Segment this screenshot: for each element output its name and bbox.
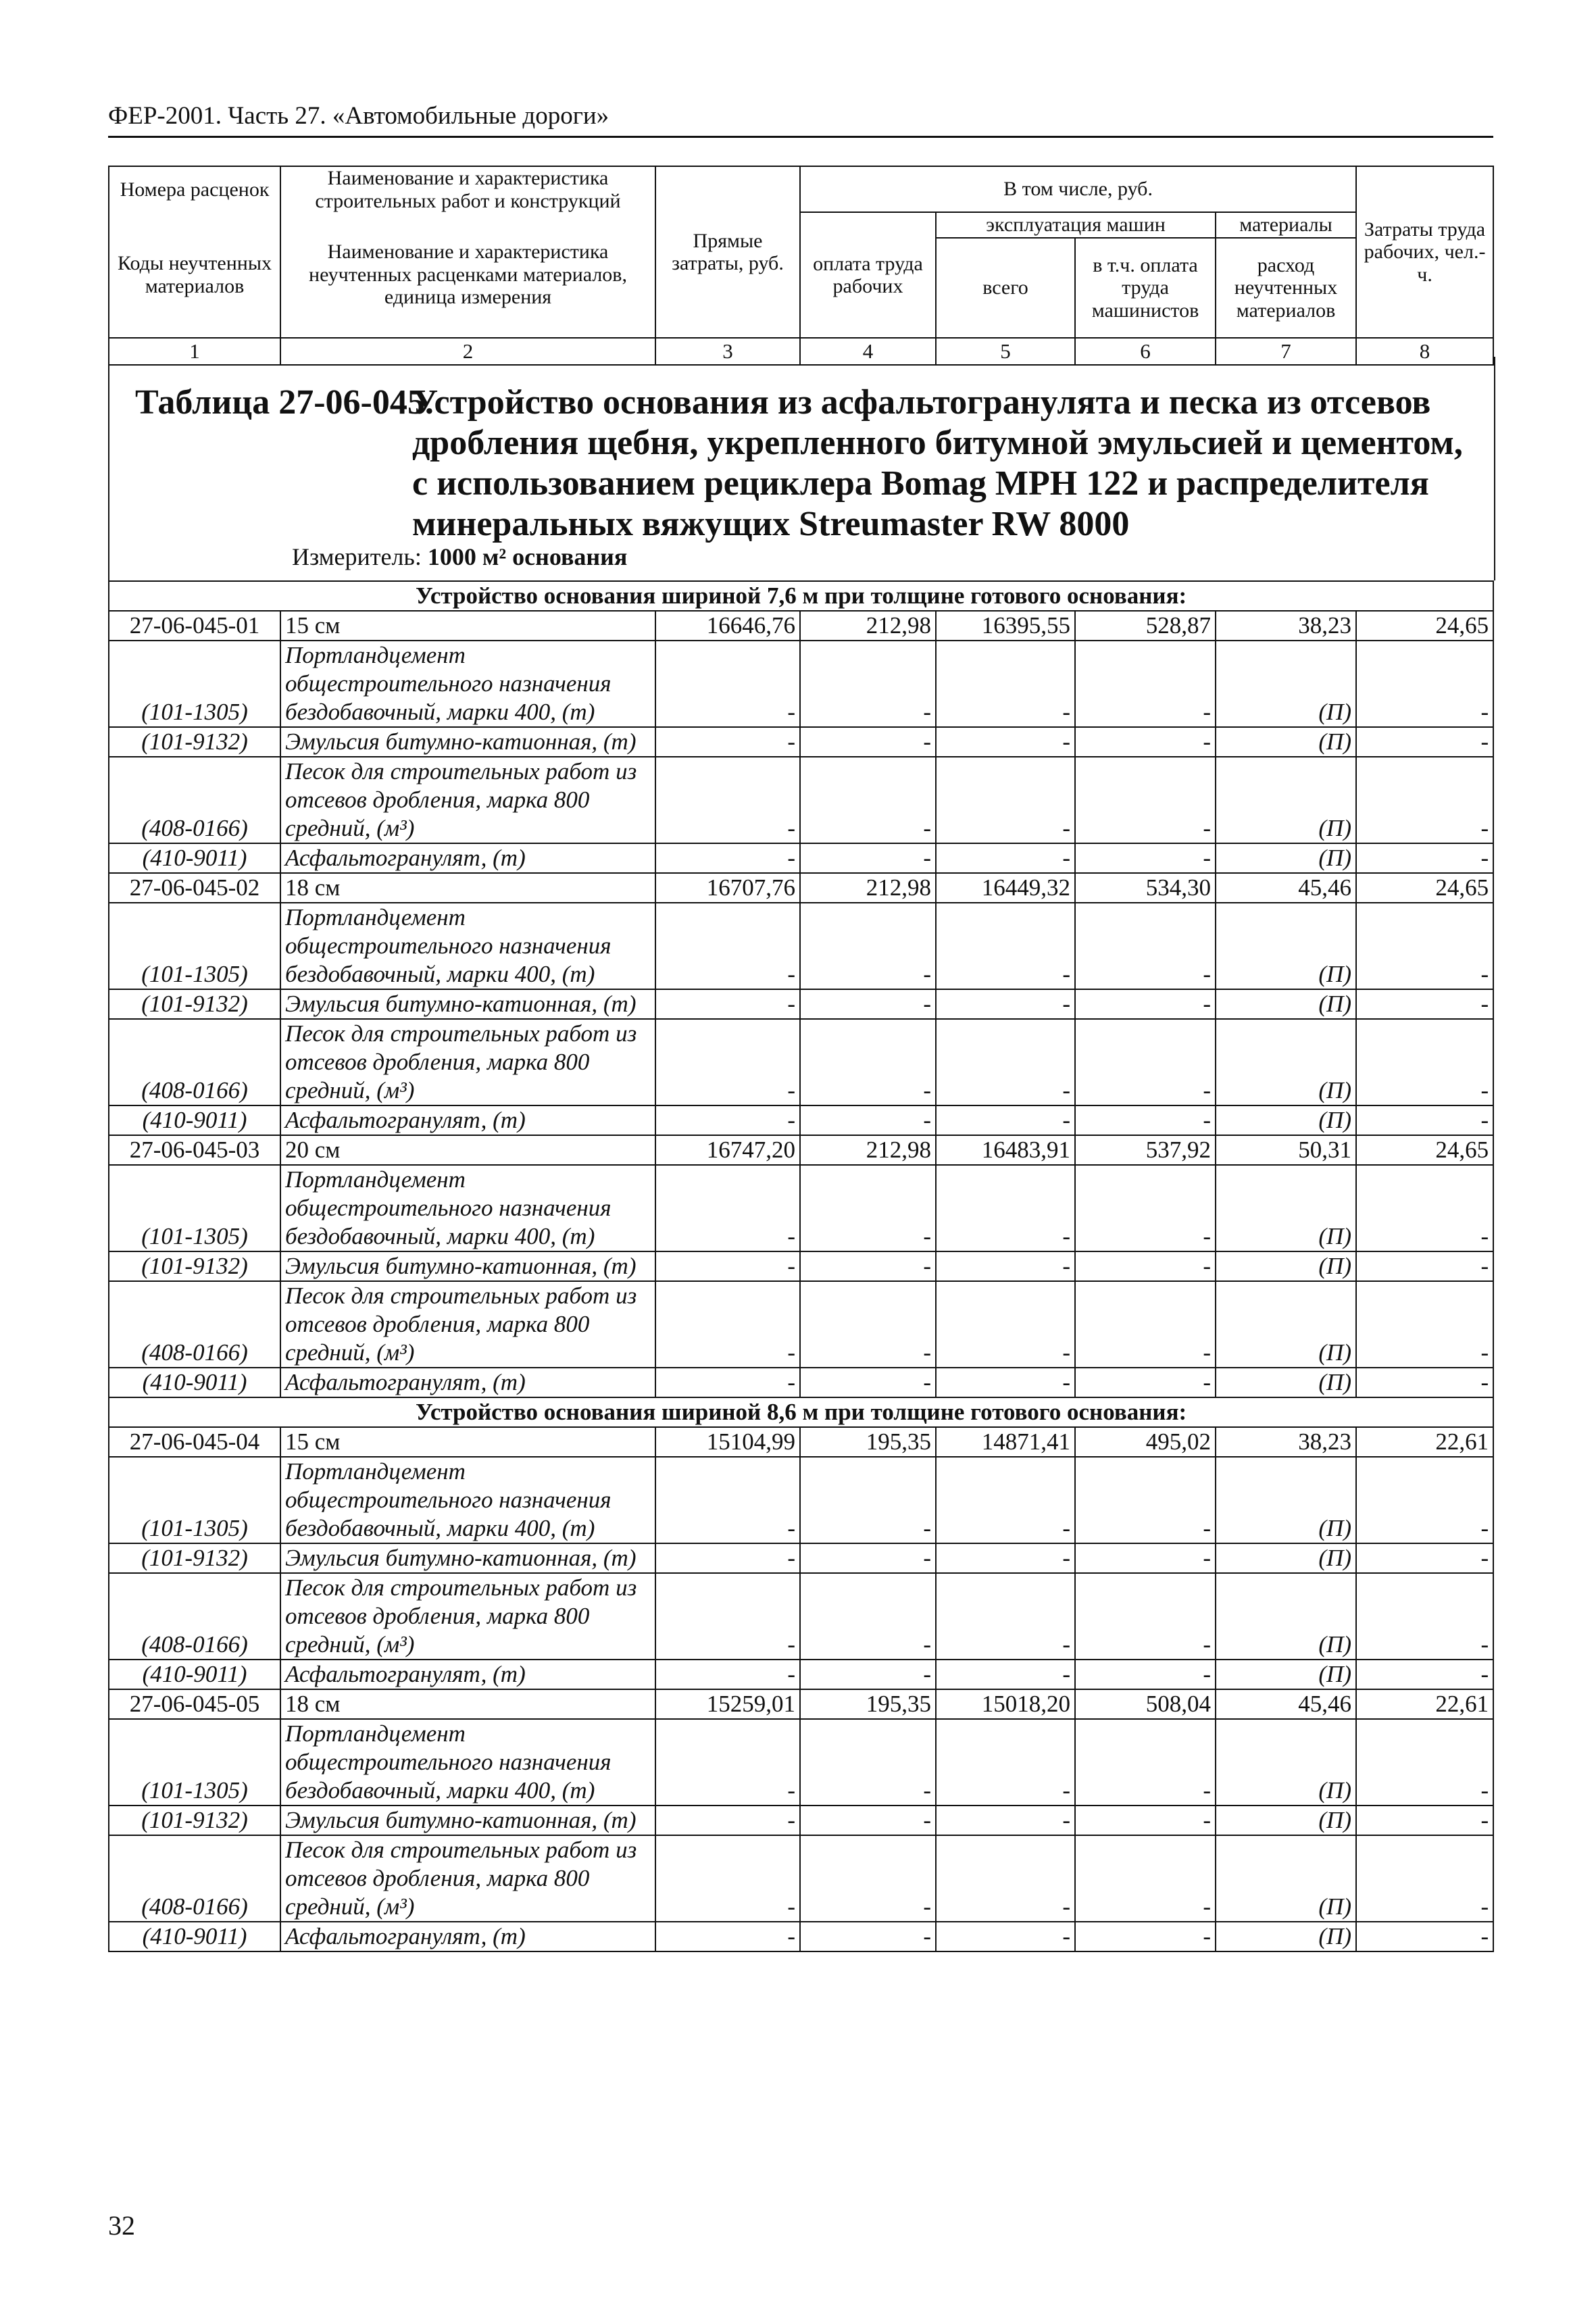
operators-pay: 528,87 (1075, 611, 1216, 641)
material-labor-hours: - (1356, 1660, 1493, 1689)
material-consumption: (П) (1216, 1105, 1356, 1135)
material-labor-pay: - (800, 727, 936, 757)
material-name: Песок для строительных работ из отсевов дробления, марка 800 средний, (м³) (280, 1281, 655, 1368)
material-machines-total: - (936, 1165, 1075, 1251)
material-code: (408-0166) (109, 1573, 280, 1660)
material-operators-pay: - (1075, 903, 1216, 989)
material-labor-pay: - (800, 1835, 936, 1922)
section-row (109, 581, 1493, 611)
material-labor-hours: - (1356, 1543, 1493, 1573)
material-labor-hours: - (1356, 903, 1493, 989)
material-operators-pay: - (1075, 1922, 1216, 1951)
material-code: (410-9011) (109, 843, 280, 873)
material-machines-total: - (936, 1573, 1075, 1660)
material-machines-total: - (936, 1835, 1075, 1922)
material-name: Портландцемент общестроительного назначения бездобавочный, марки 400, (т) (280, 903, 655, 989)
section-title: Устройство основания шириной 7,6 м при толщине готового основания: (109, 581, 1493, 611)
material-machines-total: - (936, 727, 1075, 757)
material-labor-pay: - (800, 757, 936, 843)
material-operators-pay: - (1075, 1281, 1216, 1368)
material-name: Песок для строительных работ из отсевов дробления, марка 800 средний, (м³) (280, 1019, 655, 1105)
materials-cost: 38,23 (1216, 1427, 1356, 1457)
material-labor-hours: - (1356, 1922, 1493, 1951)
rate-code: 27-06-045-05 (109, 1689, 280, 1719)
material-machines-total: - (936, 1251, 1075, 1281)
material-row (109, 989, 1493, 1019)
material-machines-total: - (936, 1457, 1075, 1543)
operators-pay: 537,92 (1075, 1135, 1216, 1165)
material-machines-total: - (936, 757, 1075, 843)
material-labor-pay: - (800, 1573, 936, 1660)
material-code: (408-0166) (109, 1835, 280, 1922)
material-row (109, 1922, 1493, 1951)
material-labor-hours: - (1356, 1368, 1493, 1397)
header-col1-bottom: Коды неучтенных материалов (109, 212, 280, 338)
material-row (109, 1368, 1493, 1397)
material-row (109, 1835, 1493, 1922)
rate-name: 18 см (280, 1689, 655, 1719)
material-machines-total: - (936, 1806, 1075, 1835)
material-labor-pay: - (800, 843, 936, 873)
rate-name: 18 см (280, 873, 655, 903)
header-col2-bottom: Наименование и характеристика неучтенных расценками материалов, единица измерения (280, 212, 655, 338)
material-machines-total: - (936, 989, 1075, 1019)
material-direct-costs: - (655, 1806, 800, 1835)
material-operators-pay: - (1075, 1573, 1216, 1660)
material-consumption: (П) (1216, 1457, 1356, 1543)
material-machines-total: - (936, 1019, 1075, 1105)
material-labor-pay: - (800, 1922, 936, 1951)
running-header: ФЕР-2001. Часть 27. «Автомобильные дороги» (108, 101, 1493, 138)
material-consumption: (П) (1216, 1281, 1356, 1368)
material-labor-hours: - (1356, 989, 1493, 1019)
labor-pay: 212,98 (800, 1135, 936, 1165)
material-consumption: (П) (1216, 1806, 1356, 1835)
material-direct-costs: - (655, 1251, 800, 1281)
material-row (109, 1019, 1493, 1105)
material-consumption: (П) (1216, 1019, 1356, 1105)
material-labor-hours: - (1356, 1281, 1493, 1368)
material-labor-hours: - (1356, 727, 1493, 757)
machines-total: 14871,41 (936, 1427, 1075, 1457)
material-name: Асфальтогранулят, (т) (280, 1660, 655, 1689)
material-direct-costs: - (655, 1368, 800, 1397)
material-labor-hours: - (1356, 1165, 1493, 1251)
material-labor-hours: - (1356, 1806, 1493, 1835)
material-row (109, 641, 1493, 727)
material-labor-pay: - (800, 1165, 936, 1251)
material-consumption: (П) (1216, 1922, 1356, 1951)
labor-pay: 195,35 (800, 1427, 936, 1457)
material-labor-pay: - (800, 1019, 936, 1105)
material-consumption: (П) (1216, 903, 1356, 989)
material-direct-costs: - (655, 1105, 800, 1135)
labor-hours: 24,65 (1356, 611, 1493, 641)
material-labor-pay: - (800, 903, 936, 989)
material-consumption: (П) (1216, 1165, 1356, 1251)
labor-pay: 195,35 (800, 1689, 936, 1719)
material-direct-costs: - (655, 1660, 800, 1689)
material-machines-total: - (936, 1660, 1075, 1689)
material-consumption: (П) (1216, 1251, 1356, 1281)
material-consumption: (П) (1216, 757, 1356, 843)
labor-hours: 22,61 (1356, 1689, 1493, 1719)
header-labor-hours: Затраты труда рабочих, чел.-ч. (1356, 166, 1493, 338)
labor-pay: 212,98 (800, 611, 936, 641)
material-labor-hours: - (1356, 1251, 1493, 1281)
material-name: Портландцемент общестроительного назначения бездобавочный, марки 400, (т) (280, 641, 655, 727)
meter-value: 1000 м² основания (427, 543, 628, 570)
material-row (109, 1806, 1493, 1835)
material-code: (101-1305) (109, 1719, 280, 1806)
material-code: (101-1305) (109, 1165, 280, 1251)
material-consumption: (П) (1216, 1719, 1356, 1806)
material-operators-pay: - (1075, 1368, 1216, 1397)
material-name: Эмульсия битумно-катионная, (т) (280, 727, 655, 757)
table-number: Таблица 27-06-045. (135, 383, 434, 422)
material-direct-costs: - (655, 757, 800, 843)
material-labor-pay: - (800, 1457, 936, 1543)
material-machines-total: - (936, 843, 1075, 873)
material-consumption: (П) (1216, 1368, 1356, 1397)
material-labor-pay: - (800, 1105, 936, 1135)
header-labor-pay: оплата труда рабочих (800, 212, 936, 338)
material-consumption: (П) (1216, 1543, 1356, 1573)
material-operators-pay: - (1075, 1719, 1216, 1806)
material-row (109, 1165, 1493, 1251)
material-name: Портландцемент общестроительного назначения бездобавочный, марки 400, (т) (280, 1457, 655, 1543)
material-consumption: (П) (1216, 1660, 1356, 1689)
material-labor-hours: - (1356, 1719, 1493, 1806)
material-operators-pay: - (1075, 641, 1216, 727)
material-name: Асфальтогранулят, (т) (280, 1922, 655, 1951)
material-labor-pay: - (800, 641, 936, 727)
material-row (109, 1105, 1493, 1135)
material-labor-pay: - (800, 989, 936, 1019)
material-labor-pay: - (800, 1719, 936, 1806)
material-direct-costs: - (655, 903, 800, 989)
material-name: Эмульсия битумно-катионная, (т) (280, 1251, 655, 1281)
material-direct-costs: - (655, 1019, 800, 1105)
material-direct-costs: - (655, 843, 800, 873)
rates-table (108, 580, 1494, 1952)
rate-name: 20 см (280, 1135, 655, 1165)
material-machines-total: - (936, 1922, 1075, 1951)
material-row (109, 1543, 1493, 1573)
material-labor-pay: - (800, 1806, 936, 1835)
material-row (109, 1457, 1493, 1543)
section-row (109, 1397, 1493, 1427)
material-code: (101-9132) (109, 727, 280, 757)
direct-costs: 15104,99 (655, 1427, 800, 1457)
rate-code: 27-06-045-01 (109, 611, 280, 641)
labor-hours: 24,65 (1356, 873, 1493, 903)
machines-total: 15018,20 (936, 1689, 1075, 1719)
material-labor-hours: - (1356, 641, 1493, 727)
rate-name: 15 см (280, 611, 655, 641)
section-title: Устройство основания шириной 8,6 м при толщине готового основания: (109, 1397, 1493, 1427)
material-consumption: (П) (1216, 1835, 1356, 1922)
material-machines-total: - (936, 1719, 1075, 1806)
material-machines-total: - (936, 1105, 1075, 1135)
materials-cost: 45,46 (1216, 1689, 1356, 1719)
material-machines-total: - (936, 1281, 1075, 1368)
labor-hours: 24,65 (1356, 1135, 1493, 1165)
material-direct-costs: - (655, 1165, 800, 1251)
header-materials-consumption: расход неучтенных материалов (1216, 238, 1356, 338)
material-labor-pay: - (800, 1660, 936, 1689)
material-direct-costs: - (655, 1922, 800, 1951)
header-col2-top: Наименование и характеристика строительных работ и конструкций (280, 166, 655, 212)
page-number: 32 (108, 2210, 135, 2241)
materials-cost: 45,46 (1216, 873, 1356, 903)
material-direct-costs: - (655, 1457, 800, 1543)
material-code: (408-0166) (109, 1019, 280, 1105)
material-operators-pay: - (1075, 757, 1216, 843)
material-code: (101-1305) (109, 641, 280, 727)
direct-costs: 16707,76 (655, 873, 800, 903)
header-machines-total: всего (936, 238, 1075, 338)
rate-row (109, 1427, 1493, 1457)
material-consumption: (П) (1216, 989, 1356, 1019)
material-code: (101-1305) (109, 1457, 280, 1543)
material-consumption: (П) (1216, 843, 1356, 873)
material-consumption: (П) (1216, 727, 1356, 757)
material-name: Асфальтогранулят, (т) (280, 1368, 655, 1397)
labor-pay: 212,98 (800, 873, 936, 903)
material-code: (410-9011) (109, 1368, 280, 1397)
material-direct-costs: - (655, 727, 800, 757)
material-operators-pay: - (1075, 1165, 1216, 1251)
header-col1-top: Номера расценок (109, 166, 280, 212)
material-machines-total: - (936, 1543, 1075, 1573)
material-machines-total: - (936, 903, 1075, 989)
material-operators-pay: - (1075, 1457, 1216, 1543)
material-direct-costs: - (655, 1719, 800, 1806)
rate-code: 27-06-045-04 (109, 1427, 280, 1457)
meter-line (292, 543, 627, 571)
material-name: Асфальтогранулят, (т) (280, 1105, 655, 1135)
material-code: (101-9132) (109, 1251, 280, 1281)
material-labor-pay: - (800, 1281, 936, 1368)
material-consumption: (П) (1216, 1573, 1356, 1660)
material-code: (101-9132) (109, 1543, 280, 1573)
material-code: (410-9011) (109, 1105, 280, 1135)
material-direct-costs: - (655, 1835, 800, 1922)
header-materials: материалы (1216, 212, 1356, 238)
material-name: Эмульсия битумно-катионная, (т) (280, 1543, 655, 1573)
material-machines-total: - (936, 1368, 1075, 1397)
material-operators-pay: - (1075, 1806, 1216, 1835)
material-operators-pay: - (1075, 1660, 1216, 1689)
material-row (109, 727, 1493, 757)
material-row (109, 757, 1493, 843)
material-name: Портландцемент общестроительного назначения бездобавочный, марки 400, (т) (280, 1165, 655, 1251)
table-title: Устройство основания из асфальтогранулята и песка из отсевов дробления щебня, укрепленного битумной эмульсией и цементом, с использованием рециклера Bomag MPH 122 и распределителя минеральных вяжущих Streumaster RW 8000 (412, 383, 1463, 543)
material-code: (408-0166) (109, 1281, 280, 1368)
material-labor-hours: - (1356, 843, 1493, 873)
header-machines: эксплуатация машин (936, 212, 1216, 238)
material-name: Портландцемент общестроительного назначения бездобавочный, марки 400, (т) (280, 1719, 655, 1806)
material-operators-pay: - (1075, 989, 1216, 1019)
header-direct-costs: Прямые затраты, руб. (655, 166, 800, 338)
machines-total: 16449,32 (936, 873, 1075, 903)
materials-cost: 50,31 (1216, 1135, 1356, 1165)
material-code: (101-9132) (109, 1806, 280, 1835)
material-operators-pay: - (1075, 843, 1216, 873)
rate-code: 27-06-045-03 (109, 1135, 280, 1165)
material-operators-pay: - (1075, 1543, 1216, 1573)
table-header (108, 166, 1494, 366)
direct-costs: 16747,20 (655, 1135, 800, 1165)
material-name: Эмульсия битумно-катионная, (т) (280, 989, 655, 1019)
material-name: Эмульсия битумно-катионная, (т) (280, 1806, 655, 1835)
operators-pay: 495,02 (1075, 1427, 1216, 1457)
material-name: Песок для строительных работ из отсевов дробления, марка 800 средний, (м³) (280, 1835, 655, 1922)
material-row (109, 843, 1493, 873)
meter-label: Измеритель: (292, 543, 422, 570)
rate-row (109, 1689, 1493, 1719)
material-direct-costs: - (655, 989, 800, 1019)
material-operators-pay: - (1075, 1835, 1216, 1922)
material-row (109, 1281, 1493, 1368)
material-row (109, 1719, 1493, 1806)
material-labor-hours: - (1356, 757, 1493, 843)
machines-total: 16483,91 (936, 1135, 1075, 1165)
rate-code: 27-06-045-02 (109, 873, 280, 903)
machines-total: 16395,55 (936, 611, 1075, 641)
material-labor-hours: - (1356, 1019, 1493, 1105)
material-labor-pay: - (800, 1543, 936, 1573)
material-code: (410-9011) (109, 1922, 280, 1951)
material-code: (101-9132) (109, 989, 280, 1019)
material-direct-costs: - (655, 641, 800, 727)
material-code: (408-0166) (109, 757, 280, 843)
material-name: Песок для строительных работ из отсевов дробления, марка 800 средний, (м³) (280, 757, 655, 843)
material-labor-hours: - (1356, 1457, 1493, 1543)
material-machines-total: - (936, 641, 1075, 727)
materials-cost: 38,23 (1216, 611, 1356, 641)
material-name: Асфальтогранулят, (т) (280, 843, 655, 873)
material-operators-pay: - (1075, 1251, 1216, 1281)
material-direct-costs: - (655, 1281, 800, 1368)
material-operators-pay: - (1075, 727, 1216, 757)
material-row (109, 903, 1493, 989)
material-operators-pay: - (1075, 1105, 1216, 1135)
rate-row (109, 1135, 1493, 1165)
operators-pay: 534,30 (1075, 873, 1216, 903)
rate-row (109, 873, 1493, 903)
material-row (109, 1660, 1493, 1689)
labor-hours: 22,61 (1356, 1427, 1493, 1457)
material-name: Песок для строительных работ из отсевов дробления, марка 800 средний, (м³) (280, 1573, 655, 1660)
material-row (109, 1573, 1493, 1660)
header-group: В том числе, руб. (800, 166, 1356, 212)
material-labor-hours: - (1356, 1835, 1493, 1922)
direct-costs: 15259,01 (655, 1689, 800, 1719)
rate-row (109, 611, 1493, 641)
operators-pay: 508,04 (1075, 1689, 1216, 1719)
rate-name: 15 см (280, 1427, 655, 1457)
table-title-block (108, 357, 1495, 580)
header-operators-pay: в т.ч. оплата труда машинистов (1075, 238, 1216, 338)
material-direct-costs: - (655, 1543, 800, 1573)
material-labor-hours: - (1356, 1105, 1493, 1135)
direct-costs: 16646,76 (655, 611, 800, 641)
material-consumption: (П) (1216, 641, 1356, 727)
material-row (109, 1251, 1493, 1281)
material-code: (410-9011) (109, 1660, 280, 1689)
material-direct-costs: - (655, 1573, 800, 1660)
material-operators-pay: - (1075, 1019, 1216, 1105)
material-code: (101-1305) (109, 903, 280, 989)
header-column-numbers: 1 2 3 4 5 6 7 8 (109, 338, 1493, 365)
material-labor-pay: - (800, 1251, 936, 1281)
material-labor-pay: - (800, 1368, 936, 1397)
material-labor-hours: - (1356, 1573, 1493, 1660)
